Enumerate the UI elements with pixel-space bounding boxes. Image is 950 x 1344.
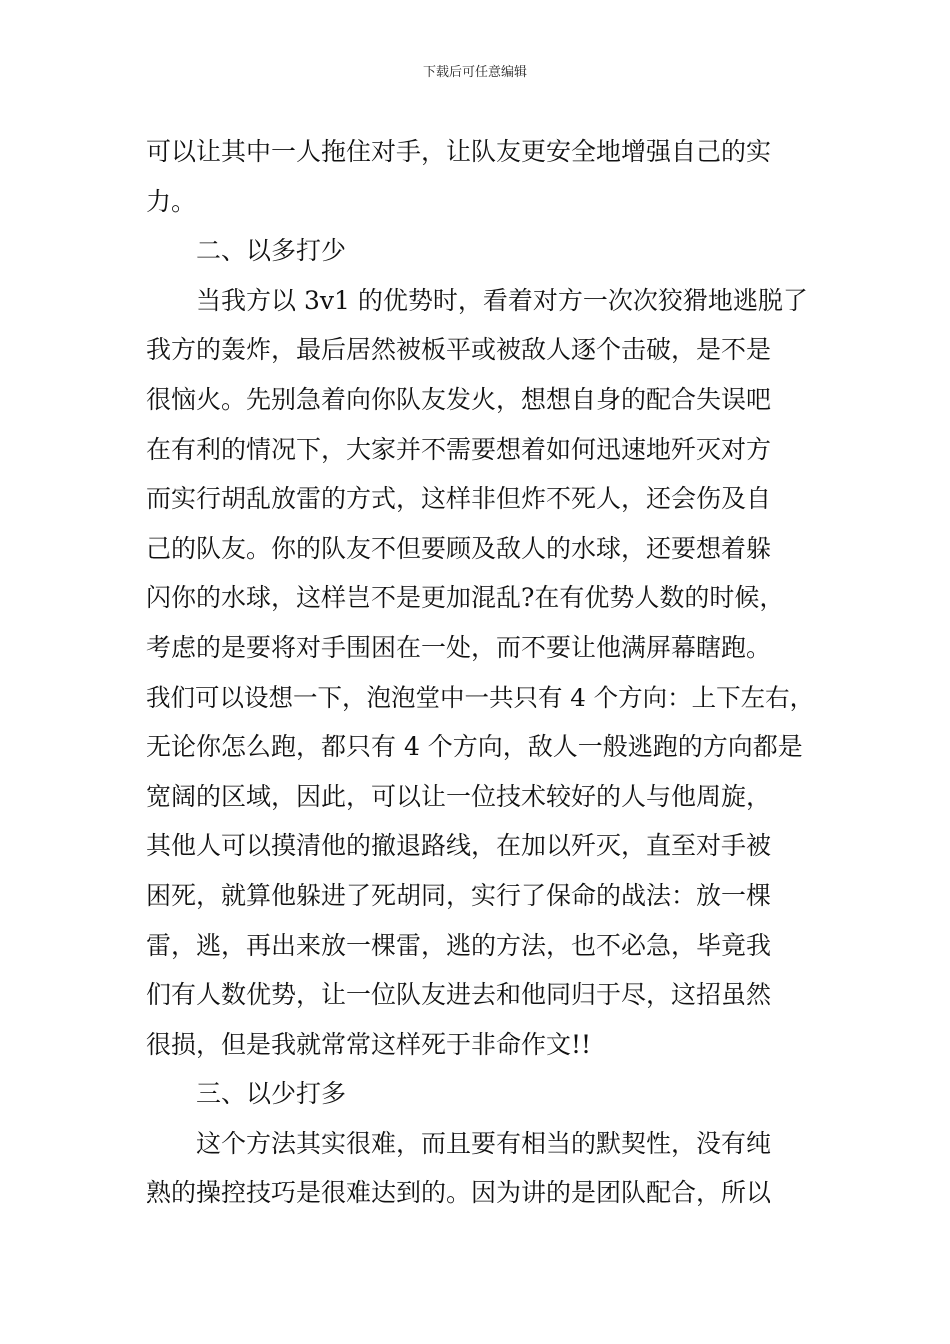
- text-line: 己的队友。你的队友不但要顾及敌人的水球，还要想着躲: [146, 533, 772, 563]
- text-line: 其他人可以摸清他的撤退路线，在加以歼灭，直至对手被: [146, 831, 772, 861]
- text-line: 这个方法其实很难，而且要有相当的默契性，没有纯: [196, 1128, 772, 1158]
- text-line: 无论你怎么跑，都只有 4 个方向，敌人一般逃跑的方向都是: [146, 732, 803, 762]
- text-line: 困死，就算他躲进了死胡同，实行了保命的战法：放一棵: [146, 880, 772, 910]
- page-header: 下载后可任意编辑: [422, 65, 527, 80]
- text-line: 我方的轰炸，最后居然被板平或被敌人逐个击破，是不是: [146, 335, 772, 365]
- text-line: 力。: [146, 186, 197, 216]
- text-line: 考虑的是要将对手围困在一处，而不要让他满屏幕瞎跑。: [146, 632, 772, 662]
- section-heading: 三、以少打多: [196, 1079, 347, 1109]
- text-line: 们有人数优势，让一位队友进去和他同归于尽，这招虽然: [146, 980, 772, 1010]
- text-line: 而实行胡乱放雷的方式，这样非但炸不死人，还会伤及自: [146, 484, 772, 514]
- section-heading: 二、以多打少: [196, 236, 347, 266]
- text-line: 雷，逃，再出来放一棵雷，逃的方法，也不必急，毕竟我: [146, 930, 772, 960]
- text-line: 在有利的情况下，大家并不需要想着如何迅速地歼灭对方: [146, 434, 772, 464]
- text-line: 很恼火。先别急着向你队友发火，想想自身的配合失误吧: [146, 384, 772, 414]
- text-line: 很损，但是我就常常这样死于非命作文!!: [146, 1029, 592, 1059]
- text-line: 宽阔的区域，因此，可以让一位技术较好的人与他周旋，: [146, 781, 772, 811]
- text-line: 当我方以 3v1 的优势时，看着对方一次次狡猾地逃脱了: [196, 285, 808, 315]
- text-line: 熟的操控技巧是很难达到的。因为讲的是团队配合，所以: [146, 1178, 772, 1208]
- text-line: 我们可以设想一下，泡泡堂中一共只有 4 个方向：上下左右，: [146, 682, 815, 712]
- text-line: 可以让其中一人拖住对手，让队友更安全地增强自己的实: [146, 137, 772, 166]
- document-body: [146, 127, 826, 1218]
- text-line: 闪你的水球，这样岂不是更加混乱?在有优势人数的时候，: [146, 583, 785, 613]
